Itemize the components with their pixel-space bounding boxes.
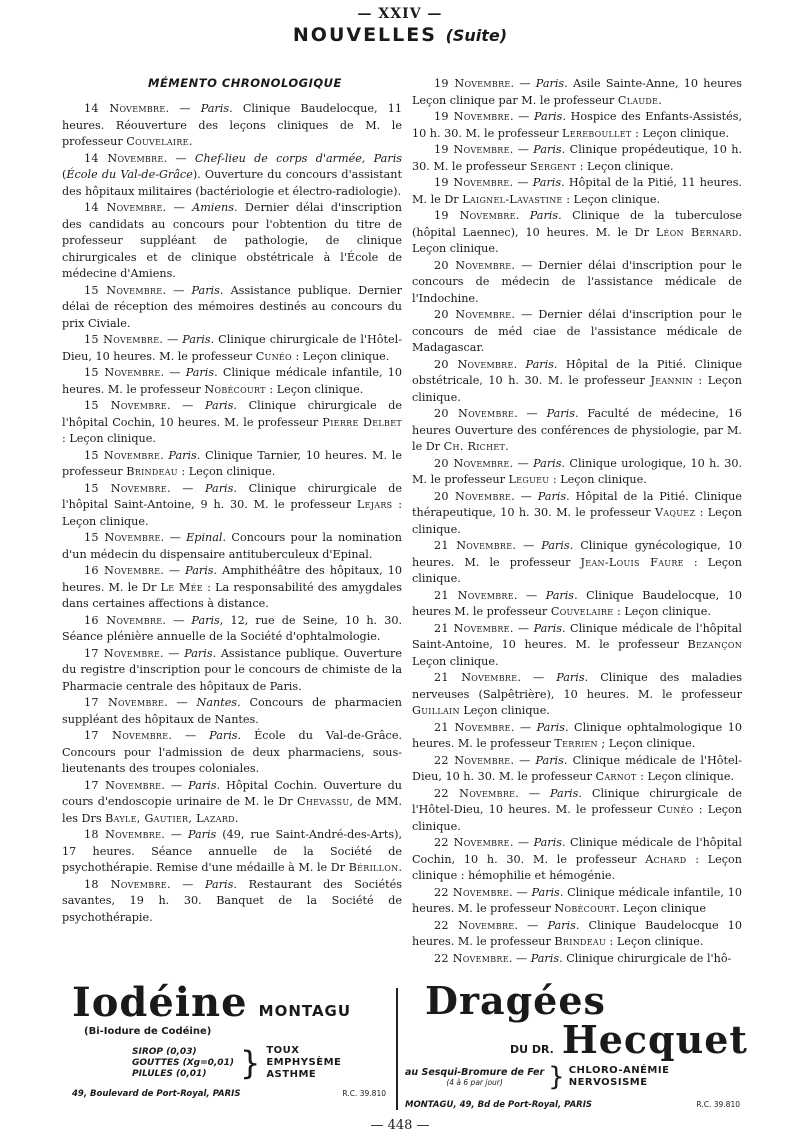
entry-name: Brindeau bbox=[554, 935, 606, 948]
entry-text: . — bbox=[512, 539, 542, 552]
entry-place: Nantes bbox=[196, 696, 238, 709]
dragees-address: MONTAGU, 49, Bd de Port-Royal, PARIS bbox=[405, 1100, 592, 1110]
entry-text: . Clinique chirurgicale de l'hô- bbox=[559, 951, 732, 965]
memento-entry bbox=[412, 885, 742, 918]
entry-name: 15 Novembre bbox=[84, 333, 160, 346]
entry-name: 20 Novembre bbox=[434, 357, 514, 371]
entry-text: . — bbox=[510, 720, 537, 734]
entry-name: 15 Novembre bbox=[84, 481, 167, 495]
entry-text: . — bbox=[165, 102, 201, 115]
entry-name: 14 Novembre bbox=[84, 102, 166, 115]
entry-text: : Leçon clinique. bbox=[576, 159, 674, 173]
memento-entry bbox=[412, 489, 742, 539]
entry-text: . Clinique médicale de l'hôpital Cochin, 10 h. 30. M. le professeur bbox=[412, 836, 742, 866]
entry-place: Paris bbox=[533, 456, 562, 470]
entry-text: : Leçon clinique. bbox=[177, 465, 276, 478]
entry-text: : Leçon clinique. bbox=[62, 432, 156, 445]
entry-place: Paris bbox=[536, 720, 565, 734]
entry-name: Pierre Delbet bbox=[322, 415, 402, 429]
form-item: SIROP (0,03) bbox=[132, 1046, 197, 1057]
entry-text: . — bbox=[510, 753, 536, 767]
memento-entry bbox=[412, 406, 742, 456]
memento-entry bbox=[412, 109, 742, 142]
entry-name: Cunéo bbox=[255, 349, 292, 363]
entry-place: Paris bbox=[185, 564, 214, 577]
entry-text: : Leçon clinique. bbox=[562, 192, 661, 206]
entry-name: Bérillon bbox=[348, 861, 399, 874]
entry-name: Couvelaire bbox=[126, 135, 189, 148]
entry-text: : Leçon clinique. bbox=[549, 473, 647, 486]
entry-text: . bbox=[234, 811, 239, 825]
entry-place: Paris bbox=[191, 613, 220, 627]
roman-page-number: — XXIV — bbox=[357, 6, 443, 22]
entry-name: 22 Novembre bbox=[434, 918, 515, 932]
entry-place: Amiens bbox=[192, 201, 234, 214]
entry-text: . bbox=[188, 135, 193, 148]
entry-name: Bayle, Gautier, Lazard bbox=[105, 811, 235, 825]
entry-place: Paris bbox=[200, 102, 230, 115]
entry-place: Paris bbox=[529, 209, 559, 222]
entry-name: 19 Novembre bbox=[434, 176, 510, 189]
memento-entry bbox=[62, 646, 402, 696]
entry-place: Paris bbox=[191, 283, 220, 297]
entry-text: ; Leçon clinique. bbox=[597, 737, 696, 750]
entry-text: . — bbox=[509, 110, 535, 123]
dragees-footer bbox=[405, 1100, 748, 1110]
entry-text: . — bbox=[160, 646, 185, 660]
entry-place: Paris bbox=[547, 918, 576, 932]
memento-entry bbox=[62, 332, 402, 365]
entry-place: École du Val-de-Grâce bbox=[66, 168, 193, 181]
entry-text: . bbox=[513, 357, 526, 371]
entry-text: . bbox=[160, 448, 169, 462]
memento-entry bbox=[412, 753, 742, 786]
entry-text: : Leçon clinique. bbox=[636, 770, 735, 783]
memento-entry bbox=[412, 786, 742, 836]
memento-entry bbox=[62, 530, 402, 563]
entry-place: Paris bbox=[533, 621, 562, 635]
entry-text: . bbox=[398, 861, 403, 874]
indication-item: CHLORO-ANÉMIE bbox=[568, 1065, 670, 1076]
entry-name: 19 Novembre bbox=[434, 143, 510, 156]
entry-place: Paris bbox=[209, 729, 238, 742]
entry-text: . Concours de pharmacien suppléant des hôpitaux de Nantes. bbox=[62, 696, 403, 726]
entry-name: 17 Novembre bbox=[84, 778, 162, 792]
entry-text: . — bbox=[164, 696, 197, 709]
entry-place: Paris bbox=[187, 828, 217, 841]
iodeine-maker: MONTAGU bbox=[258, 1002, 352, 1020]
iodeine-rc: R.C. 39.810 bbox=[342, 1089, 386, 1098]
memento-entry bbox=[412, 835, 742, 885]
entry-text: : Leçon clinique. bbox=[62, 498, 402, 528]
entry-name: 17 Novembre bbox=[84, 729, 169, 742]
entry-text: . — bbox=[166, 481, 206, 495]
entry-name: Ch. Richet bbox=[443, 440, 506, 453]
memento-entry bbox=[62, 101, 402, 151]
entry-name: 22 Novembre bbox=[434, 951, 509, 965]
entry-text: . — bbox=[161, 828, 188, 841]
entry-place: Paris bbox=[182, 333, 211, 346]
entry-name: Le Mée bbox=[160, 580, 203, 594]
entry-place: Paris bbox=[535, 77, 565, 90]
entry-place: Paris bbox=[530, 951, 560, 965]
entry-place: Paris bbox=[168, 448, 197, 462]
du-dr-label: DU DR. bbox=[509, 1043, 554, 1056]
entry-name: Terrien bbox=[554, 737, 598, 750]
memento-entry bbox=[412, 175, 742, 208]
entry-text: . Clinique médicale de l'Hôtel-Dieu, 10 h. 30. M. le professeur bbox=[412, 753, 743, 783]
forms-list bbox=[132, 1047, 234, 1080]
entry-name: Legueu bbox=[508, 473, 550, 486]
entry-name: 16 Novembre bbox=[84, 564, 161, 577]
entry-name: 18 Novembre bbox=[84, 877, 167, 891]
dragees-indications bbox=[569, 1065, 670, 1089]
entry-place: Paris bbox=[537, 489, 567, 503]
entry-text: , de MM. les Drs bbox=[62, 795, 402, 825]
title-text: NOUVELLES bbox=[292, 24, 437, 46]
entry-place: Paris bbox=[205, 399, 234, 412]
left-column bbox=[62, 101, 402, 926]
entry-text: . Clinique de la tuberculose (hôpital Laennec), 10 heures. M. le Dr bbox=[412, 209, 742, 239]
entry-text: . bbox=[515, 209, 530, 222]
memento-entry bbox=[412, 670, 742, 720]
page-header bbox=[0, 6, 800, 46]
entry-text: . — bbox=[509, 885, 532, 899]
memento-entry bbox=[412, 208, 742, 258]
entry-text: . — bbox=[163, 151, 195, 165]
entry-name: Nobécourt bbox=[554, 902, 616, 915]
entry-place: Paris bbox=[532, 176, 562, 189]
entry-text: . Restaurant des Sociétés savantes, 19 h. 30. Banquet de la Société de psychothérapie. bbox=[62, 877, 402, 924]
entry-name: 21 Novembre bbox=[434, 621, 510, 635]
entry-text: . — bbox=[162, 283, 192, 297]
entry-place: Paris bbox=[550, 786, 579, 800]
entry-name: 15 Novembre bbox=[84, 283, 163, 297]
entry-text: Leçon clinique. bbox=[412, 654, 499, 668]
entry-place: Paris bbox=[556, 671, 585, 684]
iodeine-forms bbox=[132, 1045, 394, 1081]
entry-text: . Clinique Baudelocque 10 heures. M. le professeur bbox=[412, 918, 742, 948]
entry-place: Paris bbox=[533, 836, 562, 849]
entry-text: . — Dernier délai d'inscription pour le concours de médecin de l'assistance médicale de l'Indochine. bbox=[412, 258, 742, 305]
entry-name: 17 Novembre bbox=[84, 646, 161, 660]
brace-icon: } bbox=[548, 1062, 565, 1092]
entry-place: Paris bbox=[525, 357, 554, 371]
entry-text: : Leçon clinique. bbox=[613, 605, 711, 618]
memento-entry bbox=[412, 258, 742, 308]
entry-text: . — bbox=[161, 778, 189, 792]
ad-divider bbox=[396, 988, 398, 1110]
entry-place: Paris bbox=[185, 366, 215, 379]
entry-text: . Amphithéâtre des hôpitaux, 10 heures. M. le Dr bbox=[62, 564, 403, 594]
entry-text: . — bbox=[513, 588, 546, 602]
entry-text: : La responsabilité des amygdales dans certaines affections à distance. bbox=[62, 580, 402, 610]
entry-name: 21 Novembre bbox=[434, 539, 513, 552]
entry-text: . — bbox=[508, 951, 531, 965]
entry-name: 19 Novembre bbox=[434, 110, 510, 123]
right-column bbox=[412, 76, 742, 967]
entry-place: Paris bbox=[545, 588, 575, 602]
memento-entry bbox=[412, 307, 742, 357]
entry-place: Paris bbox=[535, 753, 564, 767]
entry-text: . — bbox=[511, 489, 538, 503]
entry-name: Lejars bbox=[356, 498, 393, 511]
hecquet-line bbox=[405, 1017, 748, 1062]
entry-name: 21 Novembre bbox=[434, 671, 518, 684]
memento-entry bbox=[412, 142, 742, 175]
entry-text: . — bbox=[168, 729, 210, 742]
entry-name: 22 Novembre bbox=[434, 885, 510, 899]
entry-text: . — bbox=[160, 564, 186, 577]
memento-entry bbox=[62, 695, 402, 728]
entry-name: 21 Novembre bbox=[434, 720, 511, 734]
entry-text: . Clinique chirurgicale de l'hôpital Cochin, 10 heures. M. le professeur bbox=[62, 399, 402, 429]
entry-name: 20 Novembre bbox=[434, 308, 512, 321]
entry-name: Cunéo bbox=[657, 803, 694, 816]
entry-place: Paris bbox=[541, 539, 570, 552]
entry-text: : Leçon clinique. bbox=[606, 935, 704, 948]
entry-text: . Clinique ophtalmologique 10 heures. M. le professeur bbox=[412, 720, 742, 750]
entry-name: Bezançon bbox=[687, 638, 742, 651]
memento-entry bbox=[62, 877, 402, 927]
entry-text: . Clinique chirurgicale de l'Hôtel-Dieu, 10 heures. M. le professeur bbox=[62, 333, 403, 363]
entry-text: . — bbox=[514, 407, 547, 420]
entry-place: Epinal bbox=[186, 531, 223, 544]
form-item: PILULES (0,01) bbox=[132, 1068, 207, 1079]
entry-text: . Hôpital de la Pitié, 11 heures. M. le Dr bbox=[412, 176, 742, 206]
dragees-composition bbox=[405, 1067, 544, 1087]
memento-entry bbox=[412, 76, 742, 109]
memento-entry bbox=[412, 588, 742, 621]
entry-name: Couvelaire bbox=[550, 605, 614, 618]
indication-item: EMPHYSÈME bbox=[266, 1057, 342, 1068]
entry-text: . Clinique médicale infantile, 10 heures. M. le professeur bbox=[412, 885, 743, 915]
entry-text: : Leçon clinique. bbox=[412, 374, 742, 404]
entry-text: Leçon clinique. bbox=[459, 704, 550, 717]
entry-place: Paris bbox=[205, 481, 234, 495]
hecquet-brand: Hecquet bbox=[561, 1017, 748, 1062]
entry-text: . — bbox=[509, 176, 533, 189]
entry-name: Jean-Louis Faure bbox=[580, 555, 684, 569]
entry-text: . — bbox=[162, 613, 192, 627]
memento-entry bbox=[62, 728, 402, 778]
memento-entry bbox=[62, 827, 402, 877]
entry-text: : Leçon clinique. bbox=[631, 126, 730, 140]
entry-text: . — bbox=[509, 621, 534, 635]
indication-item: TOUX bbox=[266, 1045, 300, 1056]
entry-text: . Clinique Baudelocque, 11 heures. Réouverture des leçons cliniques de M. le professeur bbox=[62, 102, 403, 148]
entry-text: . Clinique chirurgicale de l'hôpital Saint-Antoine, 9 h. 30. M. le professeur bbox=[62, 481, 402, 511]
memento-entry bbox=[62, 481, 402, 531]
entry-text: . Dernier délai d'inscription des candidats au concours pour l'obtention du titre de professeur suppléant de pathologie, de clinique chirurgicales et de clinique obstétricale à l'École de médecine d'Amiens. bbox=[62, 201, 402, 280]
entry-text: . — bbox=[159, 333, 183, 346]
entry-name: Claude bbox=[617, 93, 659, 107]
memento-entry bbox=[412, 720, 742, 753]
entry-text: . École du Val-de-Grâce. Concours pour l'admission de deux pharmaciens, sous-lieutenants des troupes coloniales. bbox=[62, 729, 402, 775]
entry-text: . Asile Sainte-Anne, 10 heures Leçon clinique par M. le professeur bbox=[412, 77, 742, 107]
entry-name: 16 Novembre bbox=[84, 613, 163, 627]
entry-text: . Clinique médicale de l'hôpital Saint-Antoine, 10 heures. M. le professeur bbox=[412, 621, 742, 651]
entry-name: Nobécourt bbox=[204, 382, 266, 396]
entry-text: (49, rue Saint-André-des-Arts), 17 heures. Séance annuelle de la Société de psychothérapie. Remise d'une médaille à M. le Dr bbox=[62, 828, 402, 874]
entry-place: Paris bbox=[184, 646, 213, 660]
entry-text: . Hôpital Cochin. Ouverture du cours d'endoscopie urinaire de M. le Dr bbox=[62, 778, 402, 808]
entry-text: , 12, rue de Seine, 10 h. 30. Séance plénière annuelle de la Société d'ophtalmologie. bbox=[62, 613, 402, 643]
entry-name: Vaquez bbox=[654, 506, 696, 519]
entry-place: Paris bbox=[531, 885, 560, 899]
entry-name: 17 Novembre bbox=[84, 696, 165, 709]
entry-text: . — bbox=[160, 366, 186, 379]
entry-text: . — bbox=[515, 786, 550, 800]
memento-entry bbox=[62, 448, 402, 481]
section-heading: MÉMENTO CHRONOLOGIQUE bbox=[148, 76, 342, 90]
memento-entry bbox=[62, 563, 402, 613]
entry-text: . Hôpital de la Pitié. Clinique thérapeutique, 10 h. 30. M. le professeur bbox=[412, 489, 743, 519]
entry-name: 18 Novembre bbox=[84, 828, 162, 841]
iodeine-subtitle: (Bi-Iodure de Codéine) bbox=[84, 1026, 212, 1037]
entry-text: : Leçon clinique : hémophilie et hémogénie. bbox=[412, 852, 743, 882]
dosage-text: (4 à 6 par jour) bbox=[446, 1078, 503, 1087]
entry-name: Jeannin bbox=[650, 374, 693, 387]
dragees-rc: R.C. 39.810 bbox=[696, 1100, 740, 1109]
entry-text: ). Ouverture du concours d'assistant des hôpitaux militaires (bactériologie et électro-radiologie). bbox=[62, 168, 402, 198]
entry-text: . Clinique gynécologique, 10 heures. M. le professeur bbox=[412, 539, 742, 569]
dragees-description bbox=[405, 1062, 748, 1092]
page-number: — 448 — bbox=[370, 1118, 430, 1133]
entry-text: . Clinique chirurgicale de l'Hôtel-Dieu, 10 heures. M. le professeur bbox=[412, 786, 742, 816]
entry-place: Chef-lieu de corps d'armée, Paris bbox=[194, 151, 403, 165]
indication-item: ASTHME bbox=[266, 1069, 317, 1080]
entry-text: . — bbox=[162, 201, 193, 214]
entry-name: 15 Novembre bbox=[84, 531, 161, 544]
entry-text: . — bbox=[517, 671, 557, 684]
entry-text: : Leçon clinique. bbox=[412, 555, 742, 585]
entry-name: Lereboullet bbox=[562, 126, 632, 140]
brace-icon: } bbox=[239, 1044, 261, 1082]
memento-entry bbox=[62, 613, 402, 646]
entry-name: 20 Novembre bbox=[434, 456, 510, 470]
iodeine-brand: Iodéine bbox=[72, 980, 248, 1026]
entry-text: . Clinique Baudelocque, 10 heures M. le professeur bbox=[412, 588, 742, 618]
entry-text: : Leçon clinique. bbox=[265, 382, 364, 396]
memento-entry bbox=[62, 283, 402, 333]
entry-text: . Clinique des maladies nerveuses (Salpêtrière), 10 heures. M. le professeur bbox=[412, 671, 742, 701]
entry-name: 15 Novembre bbox=[84, 448, 161, 462]
entry-name: 21 Novembre bbox=[434, 588, 514, 602]
entry-text: . Clinique urologique, 10 h. 30. M. le professeur bbox=[412, 456, 743, 486]
entry-place: Paris bbox=[533, 143, 562, 156]
entry-name: Sergent bbox=[529, 159, 577, 173]
entry-name: Chevassu bbox=[297, 795, 350, 808]
entry-text: . Concours pour la nomination d'un médecin du dispensaire antituberculeux d'Epinal. bbox=[62, 531, 402, 561]
entry-text: . — bbox=[509, 143, 534, 156]
title-subtitle: (Suite) bbox=[445, 26, 508, 45]
entry-place: Paris bbox=[534, 110, 563, 123]
indications-list bbox=[266, 1045, 341, 1081]
entry-text: : Leçon clinique. bbox=[412, 506, 743, 536]
indication-item: NERVOSISME bbox=[568, 1077, 648, 1088]
memento-entry bbox=[412, 621, 742, 671]
iodeine-footer bbox=[72, 1089, 394, 1099]
entry-name: Brindeau bbox=[126, 465, 178, 478]
entry-text: . — bbox=[510, 77, 536, 90]
entry-text: . — Dernier délai d'inscription pour le concours de méd ciae de l'assistance médicale de Madagascar. bbox=[412, 308, 742, 354]
entry-name: 20 Novembre bbox=[434, 258, 512, 272]
entry-name: Léon Bernard bbox=[655, 225, 739, 239]
entry-name: 20 Novembre bbox=[434, 407, 515, 420]
dragees-advertisement bbox=[405, 980, 748, 1112]
entry-name: Carnot bbox=[595, 770, 637, 783]
memento-entry bbox=[412, 456, 742, 489]
entry-name: 19 Novembre bbox=[434, 209, 516, 222]
entry-text: . Leçon clinique. bbox=[412, 225, 742, 255]
entry-name: Laignel-Lavastine bbox=[462, 192, 563, 206]
entry-name: 15 Novembre bbox=[84, 366, 161, 379]
entry-name: 14 Novembre bbox=[84, 201, 163, 214]
entry-text: . bbox=[505, 440, 509, 453]
entry-name: 22 Novembre bbox=[434, 836, 510, 849]
iodeine-advertisement bbox=[72, 980, 394, 1112]
entry-text: . Faculté de médecine, 16 heures Ouverture des conférences de physiologie, par M. le Dr bbox=[412, 407, 742, 453]
entry-text: . Leçon clinique bbox=[615, 902, 706, 915]
entry-name: 14 Novembre bbox=[84, 151, 164, 165]
iodeine-address: 49, Boulevard de Port-Royal, PARIS bbox=[72, 1089, 241, 1099]
memento-entry bbox=[412, 951, 742, 968]
memento-entry bbox=[62, 151, 402, 201]
entry-name: 15 Novembre bbox=[84, 399, 167, 412]
entry-name: 20 Novembre bbox=[434, 489, 512, 503]
entry-place: Paris bbox=[188, 778, 217, 792]
memento-entry bbox=[62, 200, 402, 283]
entry-text: . Clinique médicale infantile, 10 heures. M. le professeur bbox=[62, 366, 403, 396]
entry-text: : Leçon clinique. bbox=[291, 349, 390, 363]
entry-text: . Clinique propédeutique, 10 h. 30. M. le professeur bbox=[412, 143, 742, 173]
entry-place: Paris bbox=[205, 877, 234, 891]
entry-name: Guillain bbox=[412, 704, 460, 717]
entry-name: 22 Novembre bbox=[434, 753, 511, 767]
entry-text: . — bbox=[160, 531, 187, 544]
dragees-brand: Dragées bbox=[425, 980, 606, 1023]
entry-text: . Clinique Tarnier, 10 heures. M. le professeur bbox=[62, 448, 402, 478]
entry-name: 19 Novembre bbox=[434, 77, 511, 90]
entry-text: . Assistance publique. Dernier délai de réception des mémoires destinés au concours du prix Civiale. bbox=[62, 283, 402, 330]
page-title bbox=[0, 24, 800, 46]
entry-name: 22 Novembre bbox=[434, 786, 516, 800]
entry-text: . — bbox=[166, 877, 205, 891]
entry-name: Achard bbox=[645, 852, 687, 866]
entry-text: . — bbox=[509, 456, 534, 470]
entry-text: : Leçon clinique. bbox=[412, 803, 742, 833]
entry-text: . bbox=[658, 93, 662, 107]
memento-entry bbox=[62, 398, 402, 448]
memento-entry bbox=[412, 357, 742, 407]
entry-text: . — bbox=[509, 836, 534, 849]
memento-entry bbox=[62, 778, 402, 828]
memento-entry bbox=[412, 918, 742, 951]
entry-text: . — bbox=[166, 399, 206, 412]
entry-place: Paris bbox=[546, 407, 575, 420]
entry-text: ( bbox=[62, 168, 67, 181]
entry-text: . Hospice des Enfants-Assistés, 10 h. 30. M. le professeur bbox=[412, 110, 742, 140]
entry-text: . — bbox=[514, 918, 548, 932]
entry-text: . Hôpital de la Pitié. Clinique obstétricale, 10 h. 30. M. le professeur bbox=[412, 357, 743, 387]
entry-text: . Assistance publique. Ouverture du registre d'inscription pour le concours de chimiste de la Pharmacie centrale des hôpitaux de Paris. bbox=[62, 646, 402, 693]
memento-entry bbox=[412, 538, 742, 588]
memento-entry bbox=[62, 365, 402, 398]
form-item: GOUTTES (Xg=0,01) bbox=[132, 1057, 234, 1068]
composition-text: au Sesqui-Bromure de Fer bbox=[405, 1067, 545, 1078]
